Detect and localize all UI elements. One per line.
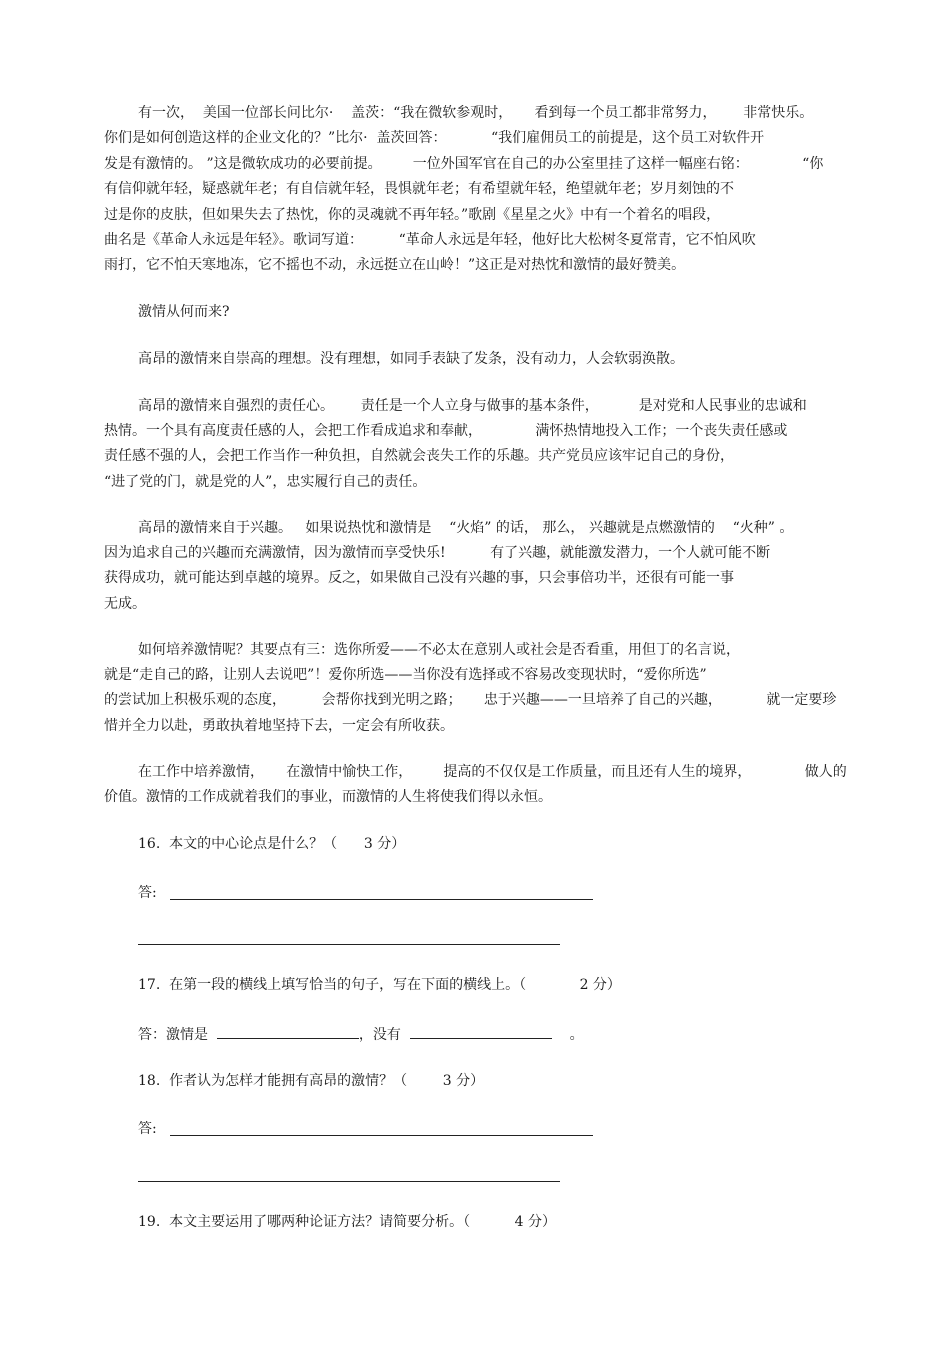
paragraph-4-line-2: 热情。一个具有高度责任感的人，会把工作看成追求和奉献， 满怀热情地投入工作；一个丧失责任感或 [104,423,788,439]
paragraph-4-line-1: 高昂的激情来自强烈的责任心。 责任是一个人立身与做事的基本条件， 是对党和人民事业的忠诚和 [138,398,807,414]
paragraph-5-line-1: 高昂的激情来自于兴趣。 如果说热忱和激情是 “火焰” 的话， 那么， 兴趣就是点燃激情的 “火种” 。 [138,520,794,536]
paragraph-5-line-2: 因为追求自己的兴趣而充满激情，因为激情而享受快乐! 有了兴趣，就能激发潜力，一个人就可能不断 [104,545,771,561]
paragraph-1-line-7: 雨打，它不怕天寒地冻，它不摇也不动，永远挺立在山岭！”这正是对热忱和激情的最好赞美。 [104,257,686,273]
paragraph-4-line-4: “进了党的门，就是党的人”，忠实履行自己的责任。 [104,474,427,490]
paragraph-1-line-5: 过是你的皮肤，但如果失去了热忱，你的灵魂就不再年轻。”歌剧《星星之火》中有一个着名的唱段， [104,207,721,223]
paragraph-6-line-4: 惜并全力以赴，勇敢执着地坚持下去，一定会有所收获。 [104,718,454,734]
question-17-answer [138,1024,584,1044]
paragraph-1-line-6: 曲名是《革命人永远是年轻》。歌词写道： “革命人永远是年轻，他好比大松树冬夏常青，它不怕风吹 [104,232,756,248]
question-18-answer-line-2[interactable] [138,1181,560,1182]
question-16-answer-line-1[interactable] [170,899,593,900]
question-17: 17. 在第一段的横线上填写恰当的句子，写在下面的横线上。（ 2 分） [138,977,621,993]
paragraph-7-line-1: 在工作中培养激情， 在激情中愉快工作， 提高的不仅仅是工作质量，而且还有人生的境界， 做人的 [138,764,847,780]
paragraph-1-line-4: 有信仰就年轻，疑惑就年老；有自信就年轻，畏惧就年老；有希望就年轻，绝望就年老；岁月刻蚀的不 [104,181,734,197]
paragraph-2: 激情从何而来? [138,304,230,320]
paragraph-6-line-1: 如何培养激情呢？其要点有三：选你所爱——不必太在意别人或社会是否看重，用但丁的名言说， [138,642,740,658]
paragraph-3: 高昂的激情来自崇高的理想。没有理想，如同手表缺了发条，没有动力，人会软弱涣散。 [138,351,684,367]
question-18-answer-line-1[interactable] [170,1135,593,1136]
paragraph-1-line-1: 有一次， 美国一位部长问比尔· 盖茨：“我在微软参观时， 看到每一个员工都非常努力， 非常快乐。 [138,105,814,121]
question-16-answer-line-2[interactable] [138,944,560,945]
question-17-blank-1[interactable] [217,1024,359,1039]
paragraph-1-line-3: 发是有激情的。 ”这是微软成功的必要前提。 一位外国军官在自己的办公室里挂了这样一幅座右铭： “你 [104,156,824,172]
question-19: 19. 本文主要运用了哪两种论证方法？请简要分析。（ 4 分） [138,1214,557,1230]
question-17-blank-2[interactable] [410,1024,552,1039]
paragraph-1-line-2: 你们是如何创造这样的企业文化的？”比尔· 盖茨回答： “我们雇佣员工的前提是，这个员工对软件开 [104,130,765,146]
paragraph-6-line-3: 的尝试加上积极乐观的态度， 会帮你找到光明之路； 忠于兴趣——一旦培养了自己的兴趣， 就一定要珍 [104,692,837,708]
paragraph-6-line-2: 就是“走自己的路，让别人去说吧”！爱你所选——当你没有选择或不容易改变现状时，“爱你所选” [104,667,707,683]
question-16: 16. 本文的中心论点是什么？（ 3 分） [138,836,406,852]
paragraph-4-line-3: 责任感不强的人，会把工作当作一种负担，自然就会丧失工作的乐趣。共产党员应该牢记自己的身份， [104,448,734,464]
paragraph-5-line-4: 无成。 [104,596,146,612]
question-18-answer-label: 答: [138,1121,157,1137]
question-17-answer-end: 。 [569,1027,584,1043]
paragraph-5-line-3: 获得成功，就可能达到卓越的境界。反之，如果做自己没有兴趣的事，只会事倍功半，还很有可能一事 [104,570,734,586]
question-17-answer-mid: ，没有 [358,1027,401,1043]
paragraph-7-line-2: 价值。激情的工作成就着我们的事业，而激情的人生将使我们得以永恒。 [104,789,552,805]
question-18: 18. 作者认为怎样才能拥有高昂的激情？（ 3 分） [138,1073,485,1089]
question-16-answer-label: 答: [138,885,157,901]
question-17-answer-prefix: 答：激情是 [138,1027,208,1043]
